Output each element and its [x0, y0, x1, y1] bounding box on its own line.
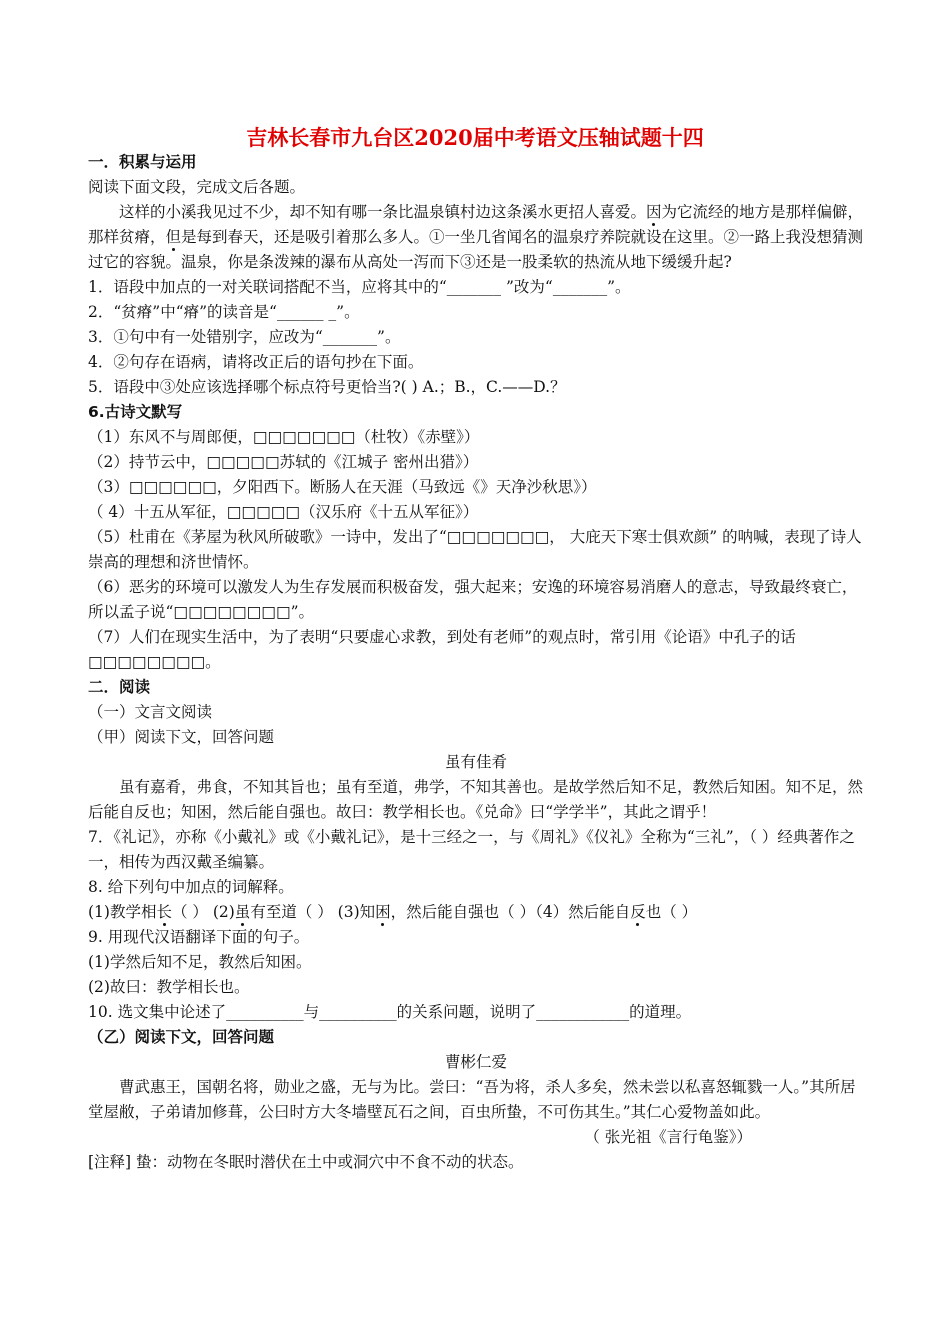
text-title: 曹彬仁爱: [444, 1053, 507, 1071]
section-heading: 二．阅读: [88, 678, 151, 696]
question-8-items: [88, 900, 864, 925]
question-4: 4．②句存在语病，请将改正后的语句抄在下面。: [88, 353, 424, 371]
poem-item: （ 4）十五从军征，□□□□□（汉乐府《十五从军征》）: [88, 503, 479, 521]
question-3: 3．①句中有一处错别字，应改为“_______”。: [88, 328, 401, 346]
passage-text: 是每到春天，还是吸引着那么多人。①一坐几省闻名的温泉疗养院就设在这里。②一路上我没想猜测过它的容貌。温泉，你是条泼辣的瀑布从高处一泻而下: [88, 228, 864, 271]
question-10: 10. 选文集中论述了__________与__________的关系问题，说明了____________的道理。: [88, 1003, 692, 1021]
document-title: 吉林长春市九台区2020届中考语文压轴试题十四: [246, 125, 704, 150]
question-8: 8. 给下列句中加点的词解释。: [88, 878, 294, 896]
passage-text: 这样的小溪我见过不少，却不知有哪一条比温泉镇村边这条溪水更招人喜爱。: [119, 203, 647, 221]
instruction: 阅读下面文段，完成文后各题。: [88, 178, 306, 196]
document-body: [88, 150, 864, 1175]
q8-text: (1)教学相: [88, 903, 157, 921]
subsection-heading: （一）文言文阅读: [88, 703, 213, 721]
section-heading: 6.古诗文默写: [88, 403, 183, 421]
poem-item: （5）杜甫在《茅屋为秋风所破歌》一诗中，发出了“□□□□□□□， 大庇天下寒士俱欢颜” 的呐喊，表现了诗人崇高的理想和济世情怀。: [88, 528, 862, 571]
poem-item: （1）东风不与周郎便，□□□□□□□（杜牧）《赤壁》）: [88, 428, 480, 446]
passage-text: 为它流经的地方是那样偏僻，那样贫瘠，: [88, 203, 864, 246]
q8-text: （ ） (2): [171, 903, 235, 921]
classical-text: 曹武惠王，国朝名将，勋业之盛，无与为比。尝曰：“吾为将，杀人多矣，然未尝以私喜怒辄戮一人。”其所居堂屋敝，子弟请加修葺，公曰时方大冬墙壁瓦石之间，百虫所蛰，不可伤其生。”其仁心爱物盖如此。: [88, 1078, 856, 1121]
dotted-word: 但: [165, 228, 182, 246]
section-heading: 一．积累与运用: [88, 153, 197, 171]
poem-item: （6）恶劣的环境可以激发人为生存发展而积极奋发，强大起来；安逸的环境容易消磨人的意志，导致最终衰亡，所以孟子说“□□□□□□□□”。: [88, 578, 858, 621]
question-2: 2．“贫瘠”中“瘠”的读音是“______ _”。: [88, 303, 360, 321]
dotted-word: 反: [630, 903, 646, 921]
dotted-word: 长: [156, 903, 172, 921]
passage-paragraph: [88, 200, 864, 275]
question-9-2: (2)故曰：教学相长也。: [88, 978, 250, 996]
poem-item: （7）人们在现实生活中，为了表明“只要虚心求教，到处有老师”的观点时，常引用《论语》中孔子的话□□□□□□□□。: [88, 628, 796, 671]
poem-item: （3）□□□□□□，夕阳西下。断肠人在天涯（马致远《》天净沙秋思》）: [88, 478, 597, 496]
annotation-note: [注释] 蛰：动物在冬眠时潜伏在土中或洞穴中不食不动的状态。: [88, 1153, 524, 1171]
question-9: 9. 用现代汉语翻译下面的句子。: [88, 928, 310, 946]
text-source: （ 张光祖《言行龟鉴》）: [584, 1128, 752, 1146]
text-title: 虽有佳肴: [444, 753, 507, 771]
dotted-word: 困: [375, 903, 391, 921]
q8-text: ，然后能自强也（ ）（4）然后能自: [390, 903, 631, 921]
question-9-1: (1)学然后知不足，教然后知困。: [88, 953, 312, 971]
poem-item: （2）持节云中，□□□□□苏轼的《江城子 密州出猎》）: [88, 453, 479, 471]
question-5: 5．语段中③处应该选择哪个标点符号更恰当?( ) A.；B.，C.——D.？: [88, 378, 566, 396]
subsection-heading: （乙）阅读下文，回答问题: [88, 1028, 275, 1046]
circled-marker: ③: [460, 253, 476, 271]
question-1: 1．语段中加点的一对关联词搭配不当，应将其中的“_______ ”改为“_______”。: [88, 278, 631, 296]
dotted-word: 因: [646, 203, 662, 221]
subsection-heading: （甲）阅读下文，回答问题: [88, 728, 275, 746]
q8-text: 也（ ）: [645, 903, 698, 921]
passage-text: 还是一股柔软的热流从地下缓缓升起?: [475, 253, 732, 271]
q8-text: 有至道（ ） (3)知: [250, 903, 376, 921]
question-7: 7．《礼记》，亦称《小戴礼》或《小戴礼记》，是十三经之一，与《周礼》《仪礼》全称为“三礼”，（ ）经典著作之一，相传为西汉戴圣编纂。: [88, 828, 855, 871]
classical-text: 虽有嘉肴，弗食，不知其旨也；虽有至道，弗学，不知其善也。是故学然后知不足，教然后知困。知不足，然后能自反也；知困，然后能自强也。故曰：教学相长也。《兑命》曰“学学半”，其此之谓乎！: [88, 778, 864, 821]
dotted-word: 虽: [234, 903, 251, 921]
